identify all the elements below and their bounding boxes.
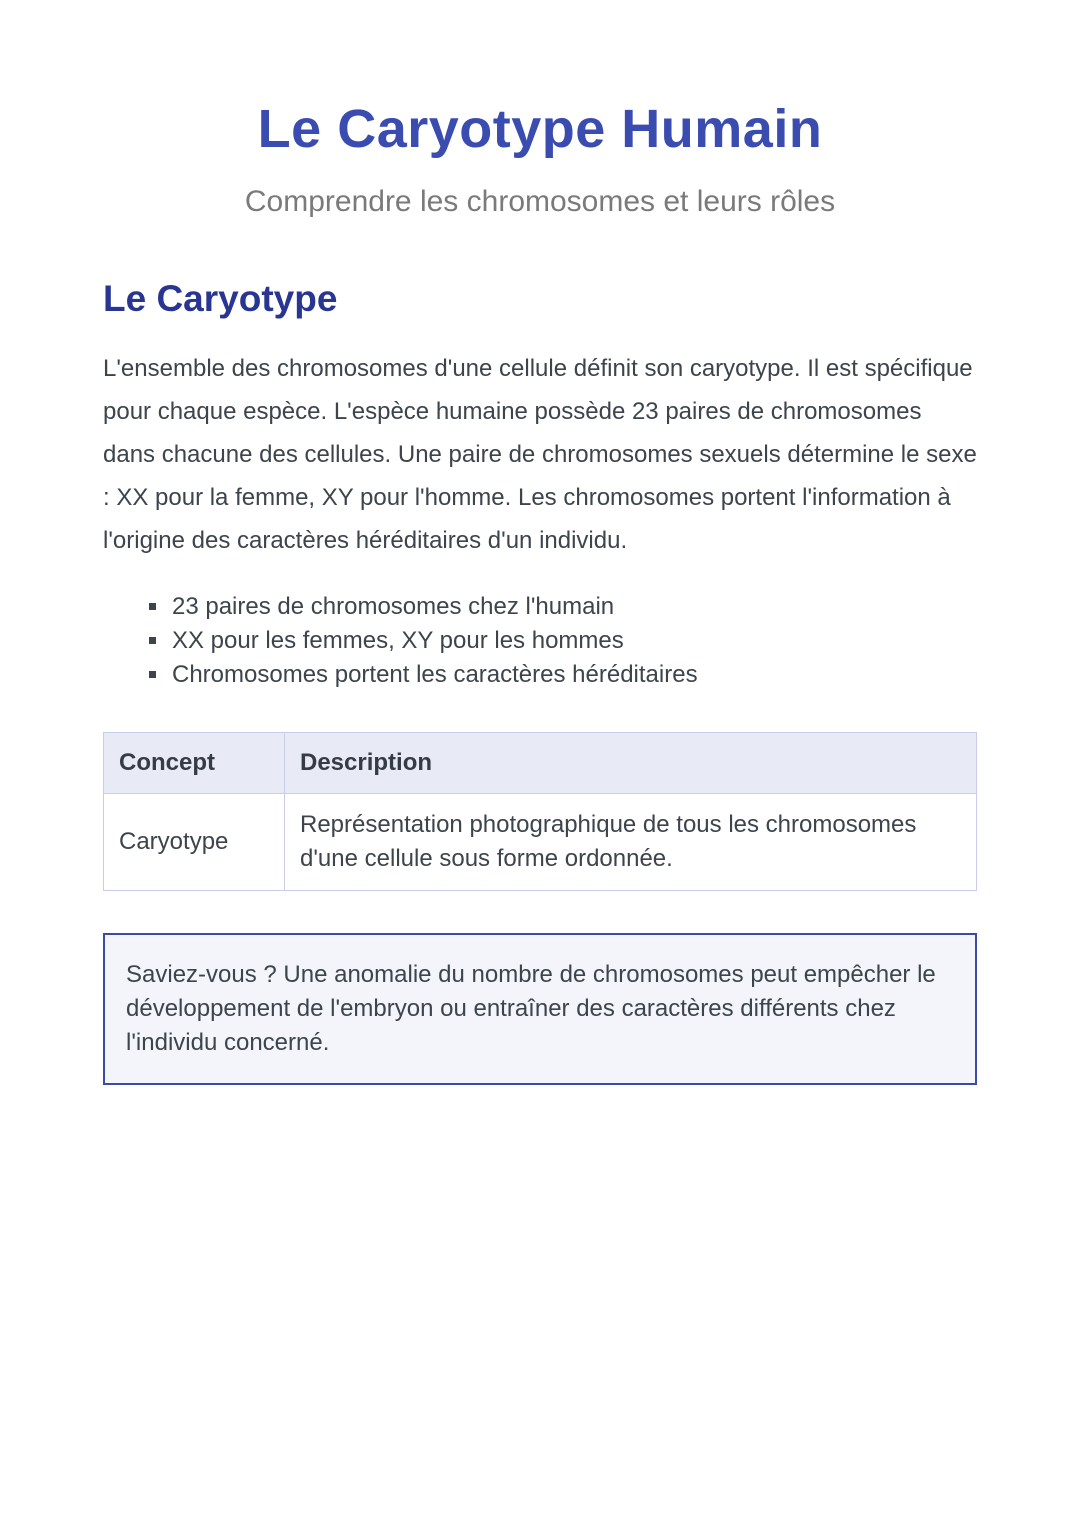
table-header-description: Description <box>285 733 977 794</box>
key-points-list <box>103 590 977 692</box>
list-item: ▪ Chromosomes portent les caractères héréditaires <box>170 658 977 692</box>
did-you-know-callout <box>103 933 977 1085</box>
list-item: ▪ XX pour les femmes, XY pour les hommes <box>170 624 977 658</box>
concept-table <box>103 732 977 891</box>
intro-paragraph: L'ensemble des chromosomes d'une cellule définit son caryotype. Il est spécifique pour chaque espèce. L'espèce humaine possède 23 paires de chromosomes dans chacune des cellules. Une paire de chromosomes sexuels détermine le sexe : XX pour la femme, XY pour l'homme. Les chromosomes portent l'information à l'origine des caractères héréditaires d'un individu. <box>103 355 977 555</box>
page-subtitle: Comprendre les chromosomes et leurs rôles <box>244 184 836 218</box>
table-header-concept: Concept <box>104 733 285 794</box>
page-title: Le Caryotype Humain <box>257 99 823 159</box>
callout-text: Saviez-vous ? Une anomalie du nombre de chromosomes peut empêcher le développement de l'embryon ou entraîner des caractères différents chez l'individu concerné. <box>126 961 936 1057</box>
table-header-row <box>104 733 977 794</box>
concept-table-body <box>104 794 977 891</box>
table-row <box>104 794 977 891</box>
concept-table-header <box>104 733 977 794</box>
section-heading: Le Caryotype <box>103 277 338 319</box>
table-cell-description: Représentation photographique de tous les chromosomes d'une cellule sous forme ordonnée. <box>285 794 977 891</box>
table-cell-concept: Caryotype <box>104 794 285 891</box>
list-item: ▪ 23 paires de chromosomes chez l'humain <box>170 590 977 624</box>
